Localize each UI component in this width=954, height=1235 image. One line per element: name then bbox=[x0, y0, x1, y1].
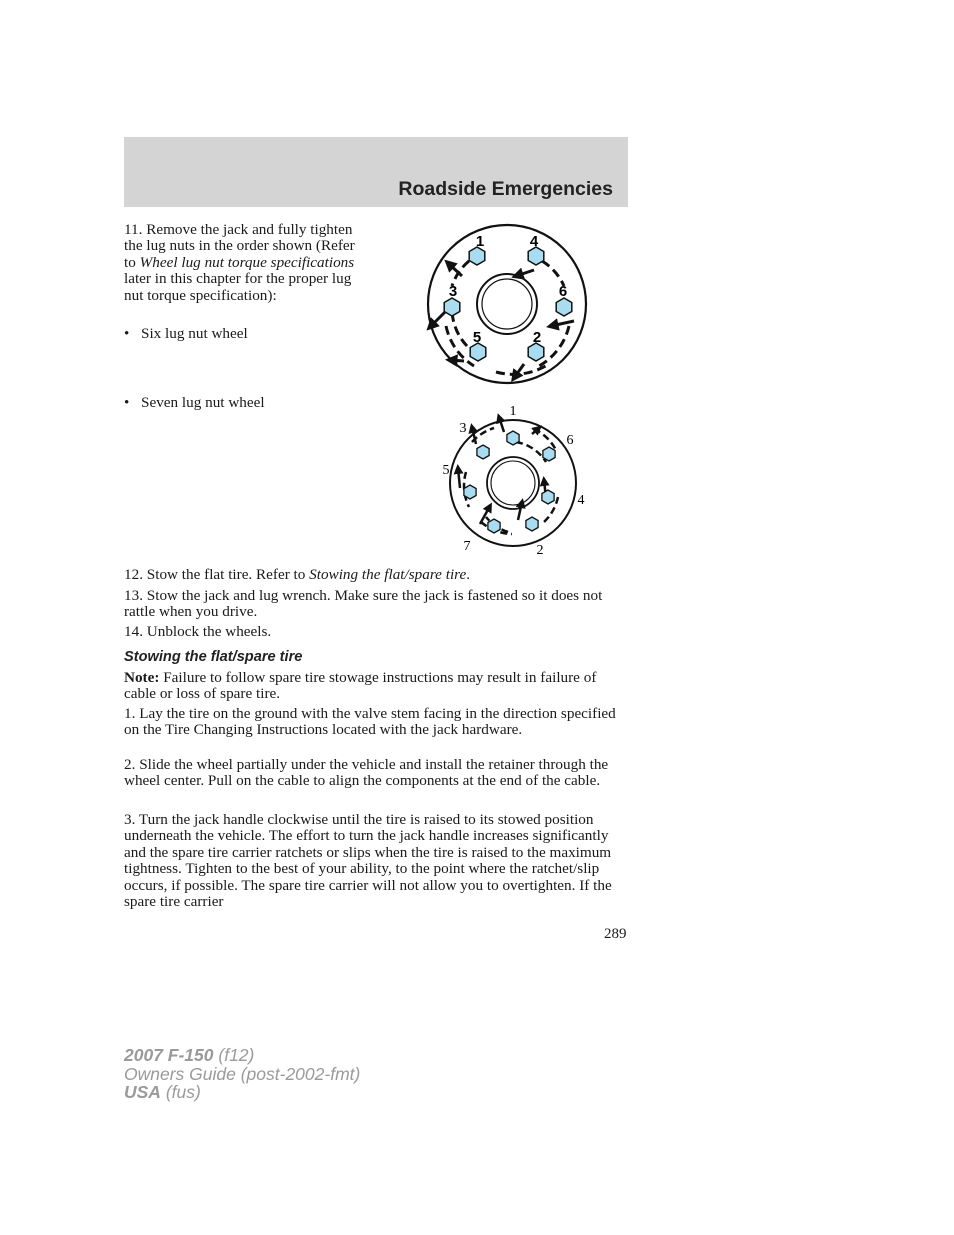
footer-model: 2007 F-150 bbox=[124, 1045, 214, 1065]
lug-nut-6 bbox=[488, 519, 500, 533]
step-11-text: 11. Remove the jack and fully tighten the lug nuts in the order shown (Refer to bbox=[124, 221, 355, 271]
section-title: Roadside Emergencies bbox=[398, 178, 613, 200]
page-number: 289 bbox=[604, 926, 627, 942]
lug-nut-3 bbox=[543, 447, 555, 461]
stow-step-3: 3. Turn the jack handle clockwise until the tire is raised to its stowed position underneath the vehicle. The effort to turn the jack handle increases significantly and the spare tire carrier ratchets or slips when the tire is raised to the maximum tightness. Tighten to the best of your ability, to the point where the ratchet/slip occurs, if possible. The spare tire carrier will not allow you to overtighten. If the spare tire carrier bbox=[124, 811, 612, 911]
lug-order-label: 3 bbox=[459, 421, 467, 436]
note-label: Note: bbox=[124, 669, 160, 686]
footer bbox=[124, 1046, 360, 1102]
footer-line-2: Owners Guide (post-2002-fmt) bbox=[124, 1063, 361, 1084]
footer-line-1 bbox=[124, 1046, 360, 1065]
lug-order-label: 7 bbox=[463, 539, 471, 554]
lug-nut-1 bbox=[507, 431, 519, 445]
bullet-seven-lug-label: Seven lug nut wheel bbox=[141, 394, 265, 411]
step-12-reference: Stowing the flat/spare tire bbox=[309, 566, 467, 583]
wheel-hub-inner bbox=[482, 279, 532, 329]
six-lug-wheel-diagram bbox=[424, 226, 592, 386]
subheading-stowing-spare-tire: Stowing the flat/spare tire bbox=[124, 649, 303, 665]
lug-order-label: 5 bbox=[472, 329, 482, 346]
bullet-six-lug-label: Six lug nut wheel bbox=[141, 325, 248, 342]
lug-nut-7 bbox=[526, 517, 538, 531]
lug-order-label: 5 bbox=[442, 463, 450, 478]
footer-line-3 bbox=[124, 1083, 360, 1102]
step-11 bbox=[124, 222, 364, 304]
lug-order-label: 6 bbox=[566, 433, 574, 448]
lug-nut-4 bbox=[464, 485, 476, 499]
lug-order-label: 2 bbox=[532, 329, 542, 346]
step-13: 13. Stow the jack and lug wrench. Make sure the jack is fastened so it does not rattle when you drive. bbox=[124, 587, 603, 621]
seven-lug-wheel-diagram bbox=[436, 402, 596, 558]
stow-step-2: 2. Slide the wheel partially under the vehicle and install the retainer through the wheel center. Pull on the cable to align the components at the end of the cable. bbox=[124, 756, 609, 790]
step-12-text-end: . bbox=[466, 566, 471, 583]
lug-order-label: 1 bbox=[509, 404, 517, 419]
wheel-hub-inner bbox=[491, 461, 535, 505]
footer-market-code: (fus) bbox=[160, 1082, 201, 1102]
stow-step-1: 1. Lay the tire on the ground with the valve stem facing in the direction specified on the Tire Changing Instructions located with the jack hardware. bbox=[124, 705, 616, 739]
bullet-dot: • bbox=[124, 394, 130, 411]
lug-order-label: 3 bbox=[448, 283, 458, 300]
lug-nut-5 bbox=[542, 490, 554, 504]
step-12 bbox=[124, 567, 619, 583]
note-paragraph bbox=[124, 670, 619, 703]
step-11-text-end: later in this chapter for the proper lug nut torque specification): bbox=[124, 270, 352, 304]
lug-order-label: 6 bbox=[558, 283, 568, 300]
bullet-seven-lug bbox=[124, 395, 265, 411]
note-text: Failure to follow spare tire stowage instructions may result in failure of cable or loss of spare tire. bbox=[124, 669, 597, 703]
lug-order-label: 2 bbox=[536, 543, 544, 558]
step-11-reference: Wheel lug nut torque specifications bbox=[139, 253, 355, 271]
lug-order-label: 1 bbox=[475, 233, 485, 250]
step-14: 14. Unblock the wheels. bbox=[124, 623, 272, 640]
bullet-dot: • bbox=[124, 325, 130, 342]
lug-nut-4 bbox=[556, 298, 572, 316]
lug-order-label: 4 bbox=[577, 493, 585, 508]
bullet-six-lug bbox=[124, 326, 248, 342]
footer-market: USA bbox=[124, 1082, 161, 1102]
step-12-text: 12. Stow the flat tire. Refer to bbox=[124, 566, 310, 583]
lug-order-label: 4 bbox=[529, 233, 539, 250]
section-header bbox=[124, 137, 628, 207]
lug-nut-3 bbox=[444, 298, 460, 316]
footer-code: (f12) bbox=[213, 1045, 255, 1065]
lug-nut-2 bbox=[477, 445, 489, 459]
